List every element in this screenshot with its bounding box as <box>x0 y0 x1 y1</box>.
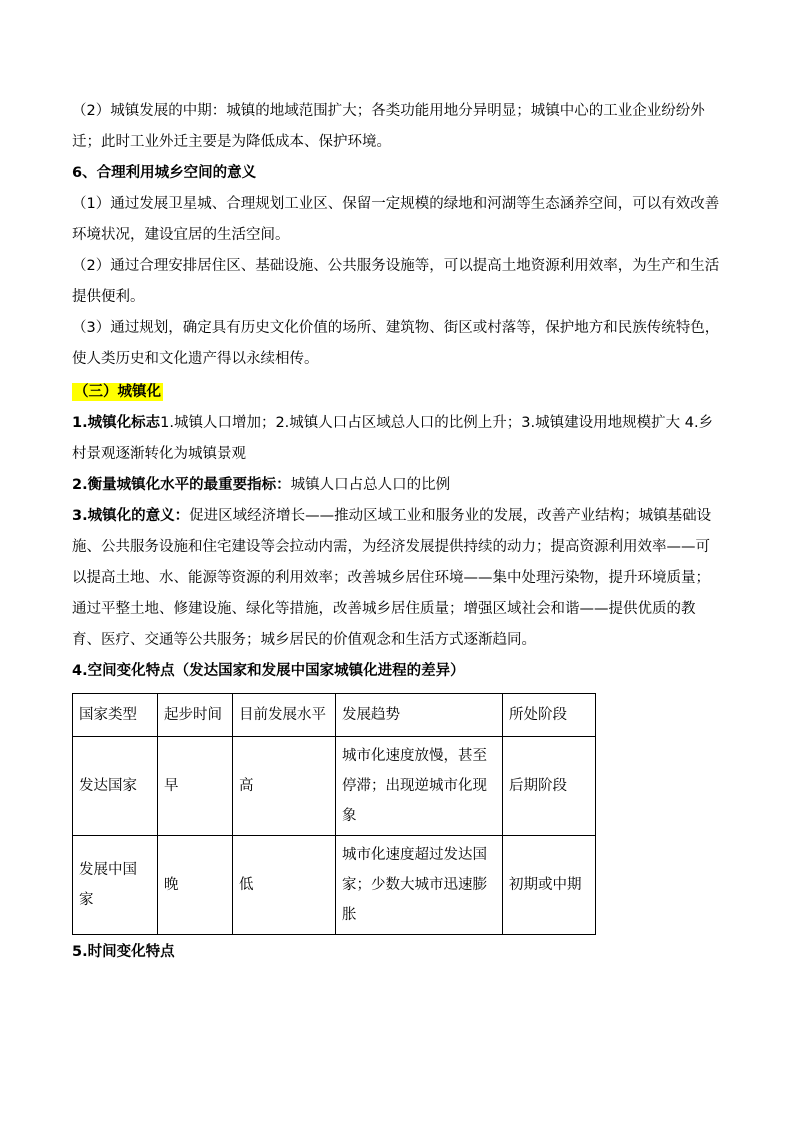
table-header-cell: 目前发展水平 <box>233 694 336 737</box>
document-body <box>72 96 722 968</box>
paragraph-3 <box>72 501 722 656</box>
paragraph-2-text: 城镇人口占总人口的比例 <box>290 477 451 493</box>
table-header-cell: 国家类型 <box>73 694 158 737</box>
paragraph-6-1: （1）通过发展卫星城、合理规划工业区、保留一定规模的绿地和河湖等生态涵养空间，可以有效改善环境状况，建设宜居的生活空间。 <box>72 196 720 243</box>
paragraph-2-label: 2.衡量城镇化水平的最重要指标： <box>72 477 291 493</box>
paragraph-6-3: （3）通过规划，确定具有历史文化价值的场所、建筑物、街区或村落等，保护地方和民族传统特色，使人类历史和文化遗产得以永续相传。 <box>72 320 720 367</box>
section-heading-urbanization: （三）城镇化 <box>74 384 161 400</box>
table-cell: 发展中国家 <box>73 836 158 935</box>
table-cell: 城市化速度放慢，甚至停滞；出现逆城市化现象 <box>336 737 503 836</box>
table-header-cell: 所处阶段 <box>503 694 596 737</box>
paragraph-4: 4.空间变化特点（发达国家和发展中国家城镇化进程的差异） <box>72 663 465 679</box>
paragraph-1-text: 1.城镇人口增加；2.城镇人口占区域总人口的比例上升；3.城镇建设用地规模扩大 4.乡村景观逐渐转化为城镇景观 <box>72 415 714 462</box>
table-cell: 低 <box>233 836 336 935</box>
heading-6: 6、合理利用城乡空间的意义 <box>72 165 257 181</box>
table-header-row <box>73 694 596 737</box>
table-cell: 后期阶段 <box>503 737 596 836</box>
table-header-cell: 起步时间 <box>158 694 233 737</box>
section-heading-wrap <box>72 377 722 408</box>
paragraph-2 <box>72 470 722 501</box>
paragraph-3-label: 3.城镇化的意义： <box>72 508 190 524</box>
table-row <box>73 836 596 935</box>
table-cell: 早 <box>158 737 233 836</box>
table-cell: 发达国家 <box>73 737 158 836</box>
table-header-cell: 发展趋势 <box>336 694 503 737</box>
paragraph-3-text: 促进区域经济增长——推动区域工业和服务业的发展，改善产业结构；城镇基础设施、公共服务设施和住宅建设等会拉动内需，为经济发展提供持续的动力；提高资源利用效率——可以提高土地、水、能源等资源的利用效率；改善城乡居住环境——集中处理污染物，提升环境质量；通过平整土地、修建设施、绿化等措施，改善城乡居住质量；增强区域社会和谐——提供优质的教育、医疗、交通等公共服务；城乡居民的价值观念和生活方式逐渐趋同。 <box>72 508 712 648</box>
comparison-table <box>72 693 596 935</box>
paragraph-1-label: 1.城镇化标志 <box>72 415 161 431</box>
paragraph-6-2: （2）通过合理安排居住区、基础设施、公共服务设施等，可以提高土地资源利用效率，为生产和生活提供便利。 <box>72 258 720 305</box>
table-cell: 晚 <box>158 836 233 935</box>
paragraph-1 <box>72 408 722 470</box>
table-cell: 城市化速度超过发达国家；少数大城市迅速膨胀 <box>336 836 503 935</box>
table-row <box>73 737 596 836</box>
paragraph-mid-stage: （2）城镇发展的中期：城镇的地域范围扩大；各类功能用地分异明显；城镇中心的工业企业纷纷外迁；此时工业外迁主要是为降低成本、保护环境。 <box>72 103 705 150</box>
table-cell: 初期或中期 <box>503 836 596 935</box>
table-cell: 高 <box>233 737 336 836</box>
paragraph-5: 5.时间变化特点 <box>72 944 175 960</box>
